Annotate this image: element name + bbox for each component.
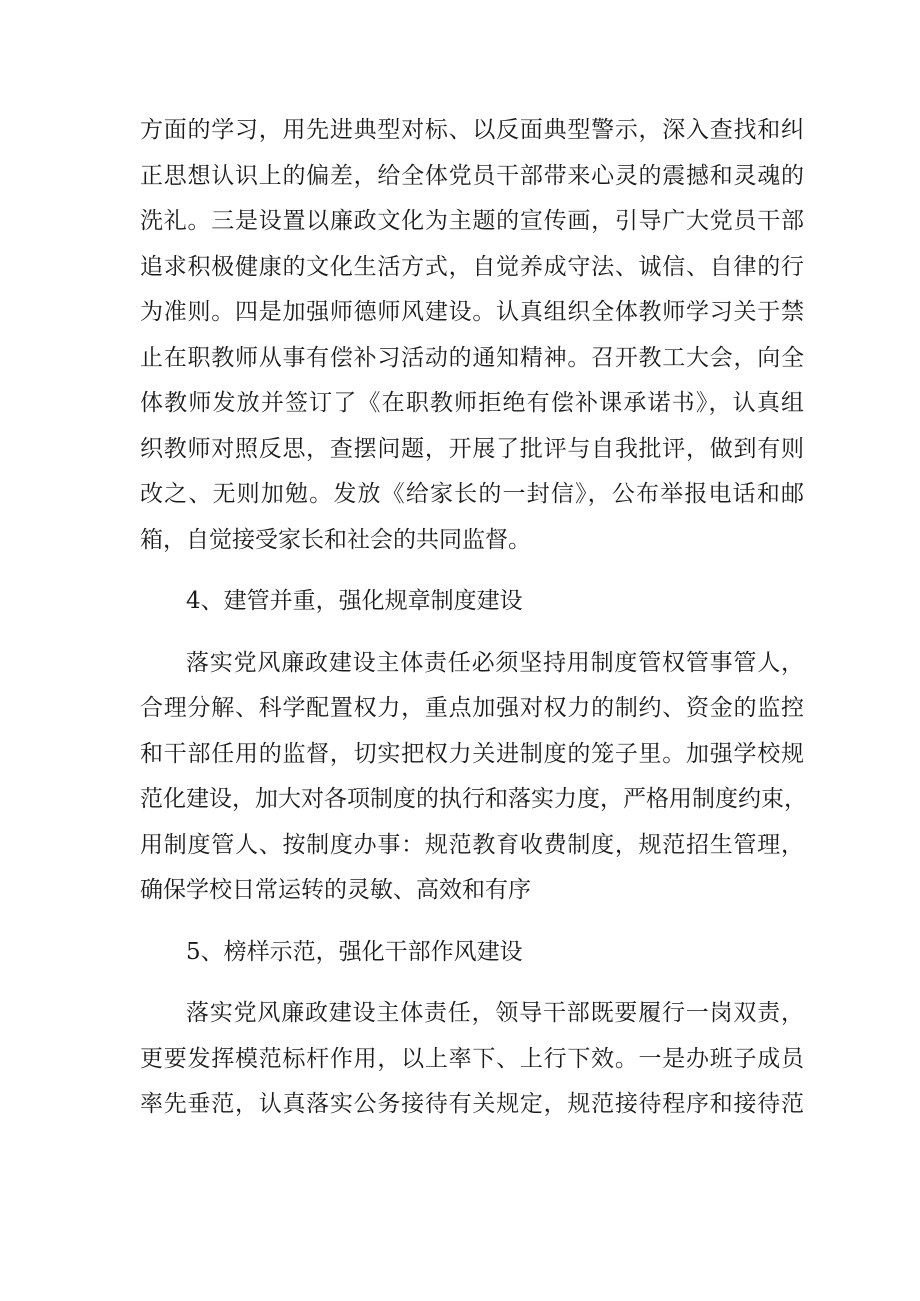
text-line: 确保学校日常运转的灵敏、高效和有序 bbox=[140, 877, 531, 903]
text-line: 方面的学习，用先进典型对标、以反面典型警示，深入查找和纠 bbox=[140, 117, 804, 143]
text-line: 洗礼。三是设置以廉政文化为主题的宣传画，引导广大党员干部 bbox=[140, 208, 804, 234]
paragraph-spacer bbox=[140, 625, 804, 641]
paragraph-system-building bbox=[140, 641, 807, 914]
paragraph-spacer bbox=[140, 975, 804, 991]
text-line: 和干部任用的监督，切实把权力关进制度的笼子里。加强学校规 bbox=[140, 740, 804, 767]
text-line: 体教师发放并签订了《在职教师拒绝有偿补课承诺书》，认真组 bbox=[140, 390, 804, 416]
text-line: 箱，自觉接受家长和社会的共同监督。 bbox=[140, 526, 531, 553]
paragraph-continuation bbox=[140, 108, 804, 563]
paragraph-spacer bbox=[140, 914, 804, 930]
text-line: 更要发挥模范标杆作用，以上率下、上行下效。一是办班子成员 bbox=[140, 1045, 804, 1072]
section-heading-5: 5、榜样示范，强化干部作风建设 bbox=[186, 938, 523, 965]
text-line: 率先垂范，认真落实公务接待有关规定，规范接待程序和接待范 bbox=[140, 1091, 804, 1117]
text-line: 止在职教师从事有偿补习活动的通知精神。召开教工大会，向全 bbox=[140, 344, 804, 371]
text-line: 范化建设，加大对各项制度的执行和落实力度，严格用制度约束， bbox=[140, 786, 807, 812]
section-heading-4: 4、建管并重，强化规章制度建设 bbox=[186, 588, 523, 614]
text-line: 用制度管人、按制度办事：规范教育收费制度，规范招生管理， bbox=[140, 831, 804, 858]
text-line: 为准则。四是加强师德师风建设。认真组织全体教师学习关于禁 bbox=[140, 299, 804, 325]
text-line: 织教师对照反思，查摆问题，开展了批评与自我批评，做到有则 bbox=[140, 435, 804, 462]
document-body bbox=[140, 108, 807, 1128]
text-line: 合理分解、科学配置权力，重点加强对权力的制约、资金的监控 bbox=[140, 695, 804, 721]
text-line: 改之、无则加勉。发放《给家长的一封信》，公布举报电话和邮 bbox=[140, 481, 804, 507]
paragraph-spacer bbox=[140, 563, 804, 579]
paragraph-role-model bbox=[140, 991, 804, 1128]
text-line: 落实党风廉政建设主体责任，领导干部既要履行一岗双责， bbox=[186, 1000, 804, 1026]
text-line: 追求积极健康的文化生活方式，自觉养成守法、诚信、自律的行 bbox=[140, 253, 804, 280]
text-line: 落实党风廉政建设主体责任必须坚持用制度管权管事管人， bbox=[186, 649, 804, 676]
text-line: 正思想认识上的偏差，给全体党员干部带来心灵的震撼和灵魂的 bbox=[140, 162, 804, 189]
